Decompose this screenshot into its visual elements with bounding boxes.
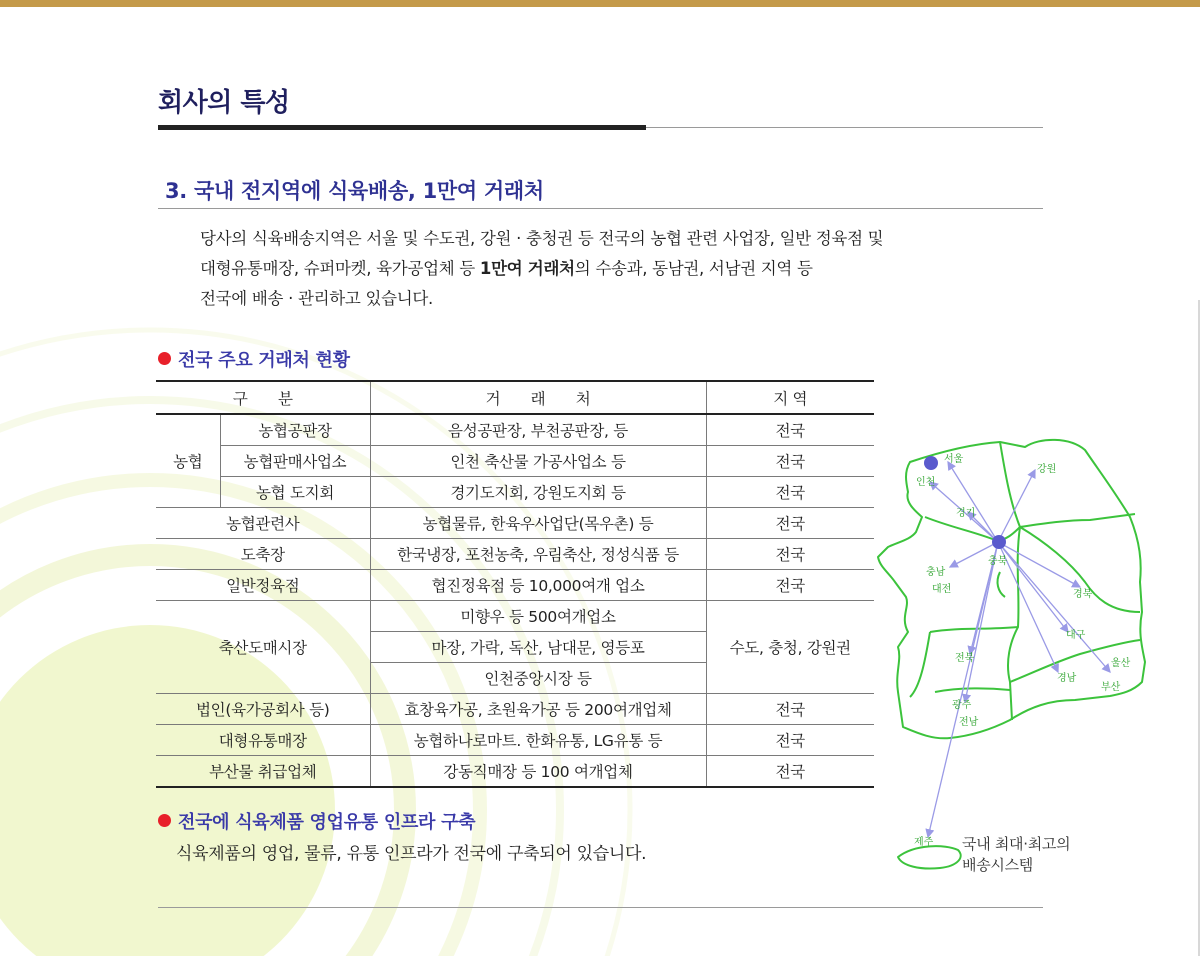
table-row [156,601,874,632]
table-heading-text: 전국 주요 거래처 현황 [178,350,350,371]
clients-cell: 한국냉장, 포천농축, 우림축산, 정성식품 등 [370,539,706,570]
map-label-gyeongbuk: 경북 [1073,589,1093,600]
table-row [156,756,874,788]
map-label-ulsan: 울산 [1111,658,1131,669]
section-heading: 3. 국내 전지역에 식육배송, 1만여 거래처 [165,179,544,203]
map-label-gyeonggi: 경기 [956,508,976,519]
clients-cell: 협진정육점 등 10,000여개 업소 [370,570,706,601]
region-cell: 전국 [706,446,874,477]
category-cell: 부산물 취급업체 [156,756,370,788]
map-label-chungnam: 충남 [926,567,946,578]
table-row [156,570,874,601]
infra-heading-text: 전국에 식육제품 영업유통 인프라 구축 [178,812,476,833]
table-row [156,539,874,570]
intro-highlight: 1만여 거래처 [479,259,575,278]
clients-cell: 인천 축산물 가공사업소 등 [370,446,706,477]
intro-line-3: 전국에 배송 · 관리하고 있습니다. [200,289,433,308]
map-caption-line-2: 배송시스템 [962,856,1033,874]
category-cell: 일반정육점 [156,570,370,601]
red-bullet-icon [158,814,171,827]
intro-line-2-start: 대형유통매장, 슈퍼마켓, 육가공업체 등 [200,259,480,278]
title-rule-accent [158,125,646,130]
table-row [156,508,874,539]
region-cell: 전국 [706,477,874,508]
map-label-busan: 부산 [1101,682,1121,693]
region-cell: 전국 [706,756,874,788]
infra-heading [158,808,475,834]
region-cell: 전국 [706,414,874,446]
map-caption [962,834,1070,876]
map-label-jeju: 제주 [914,837,934,848]
korea-delivery-map [870,432,1170,872]
table-row [156,694,874,725]
intro-line-1: 당사의 식육배송지역은 서울 및 수도권, 강원 · 충청권 등 전국의 농협 관련 사업장, 일반 정육점 및 [200,229,884,248]
region-cell-market: 수도, 충청, 강원권 [706,601,874,694]
group-cell-nonghyup: 농협 [156,414,220,508]
seoul-hub-dot [924,456,938,470]
header-clients: 거 래 처 [370,381,706,414]
intro-paragraph [200,224,1050,314]
subcategory-cell: 농협공판장 [220,414,370,446]
table-header-row [156,381,874,414]
clients-cell: 효창육가공, 초원육가공 등 200여개업체 [370,694,706,725]
map-label-gangwon: 강원 [1037,464,1057,475]
subcategory-cell: 농협판매사업소 [220,446,370,477]
category-cell: 대형유통매장 [156,725,370,756]
map-label-jeonnam: 전남 [959,717,979,728]
region-cell: 전국 [706,725,874,756]
infra-text: 식육제품의 영업, 물류, 유통 인프라가 전국에 구축되어 있습니다. [176,844,647,864]
subcategory-cell: 농협 도지회 [220,477,370,508]
clients-cell: 인천중앙시장 등 [370,663,706,694]
map-label-gyeongnam: 경남 [1057,673,1077,684]
clients-cell: 경기도지회, 강원도지회 등 [370,477,706,508]
map-outline [878,440,1145,869]
map-label-daegu: 대구 [1066,630,1086,641]
region-cell: 전국 [706,508,874,539]
red-bullet-icon [158,352,171,365]
table-row [156,414,874,446]
table-row [156,725,874,756]
clients-table [156,380,874,788]
clients-cell: 강동직매장 등 100 여개업체 [370,756,706,788]
clients-cell: 농협하나로마트. 한화유통, LG유통 등 [370,725,706,756]
clients-cell: 미향우 등 500여개업소 [370,601,706,632]
section-rule [158,208,1043,209]
chungbuk-hub-dot [992,535,1006,549]
table-heading [158,346,350,372]
category-cell: 농협관련사 [156,508,370,539]
header-category: 구 분 [156,381,370,414]
region-cell: 전국 [706,694,874,725]
clients-cell: 음성공판장, 부천공판장, 등 [370,414,706,446]
map-label-chungbuk: 충북 [988,556,1008,567]
clients-cell: 마장, 가락, 독산, 남대문, 영등포 [370,632,706,663]
map-label-seoul: 서울 [944,454,964,465]
table-row [156,446,874,477]
map-label-jeonbuk: 전북 [955,653,975,664]
category-cell-market: 축산도매시장 [156,601,370,694]
region-cell: 전국 [706,539,874,570]
map-caption-line-1: 국내 최대·최고의 [962,835,1071,853]
category-cell: 도축장 [156,539,370,570]
map-label-gwangju: 광주 [952,700,972,711]
page-title: 회사의 특성 [158,88,290,118]
clients-cell: 농협물류, 한육우사업단(목우촌) 등 [370,508,706,539]
category-cell: 법인(육가공회사 등) [156,694,370,725]
header-region: 지 역 [706,381,874,414]
intro-line-2-end: 의 수송과, 동남권, 서남권 지역 등 [574,259,813,278]
intro-line-2 [200,254,1050,284]
map-label-daejeon: 대전 [932,584,952,595]
bottom-rule [158,907,1043,908]
map-label-incheon: 인천 [916,477,936,488]
table-row [156,477,874,508]
region-cell: 전국 [706,570,874,601]
